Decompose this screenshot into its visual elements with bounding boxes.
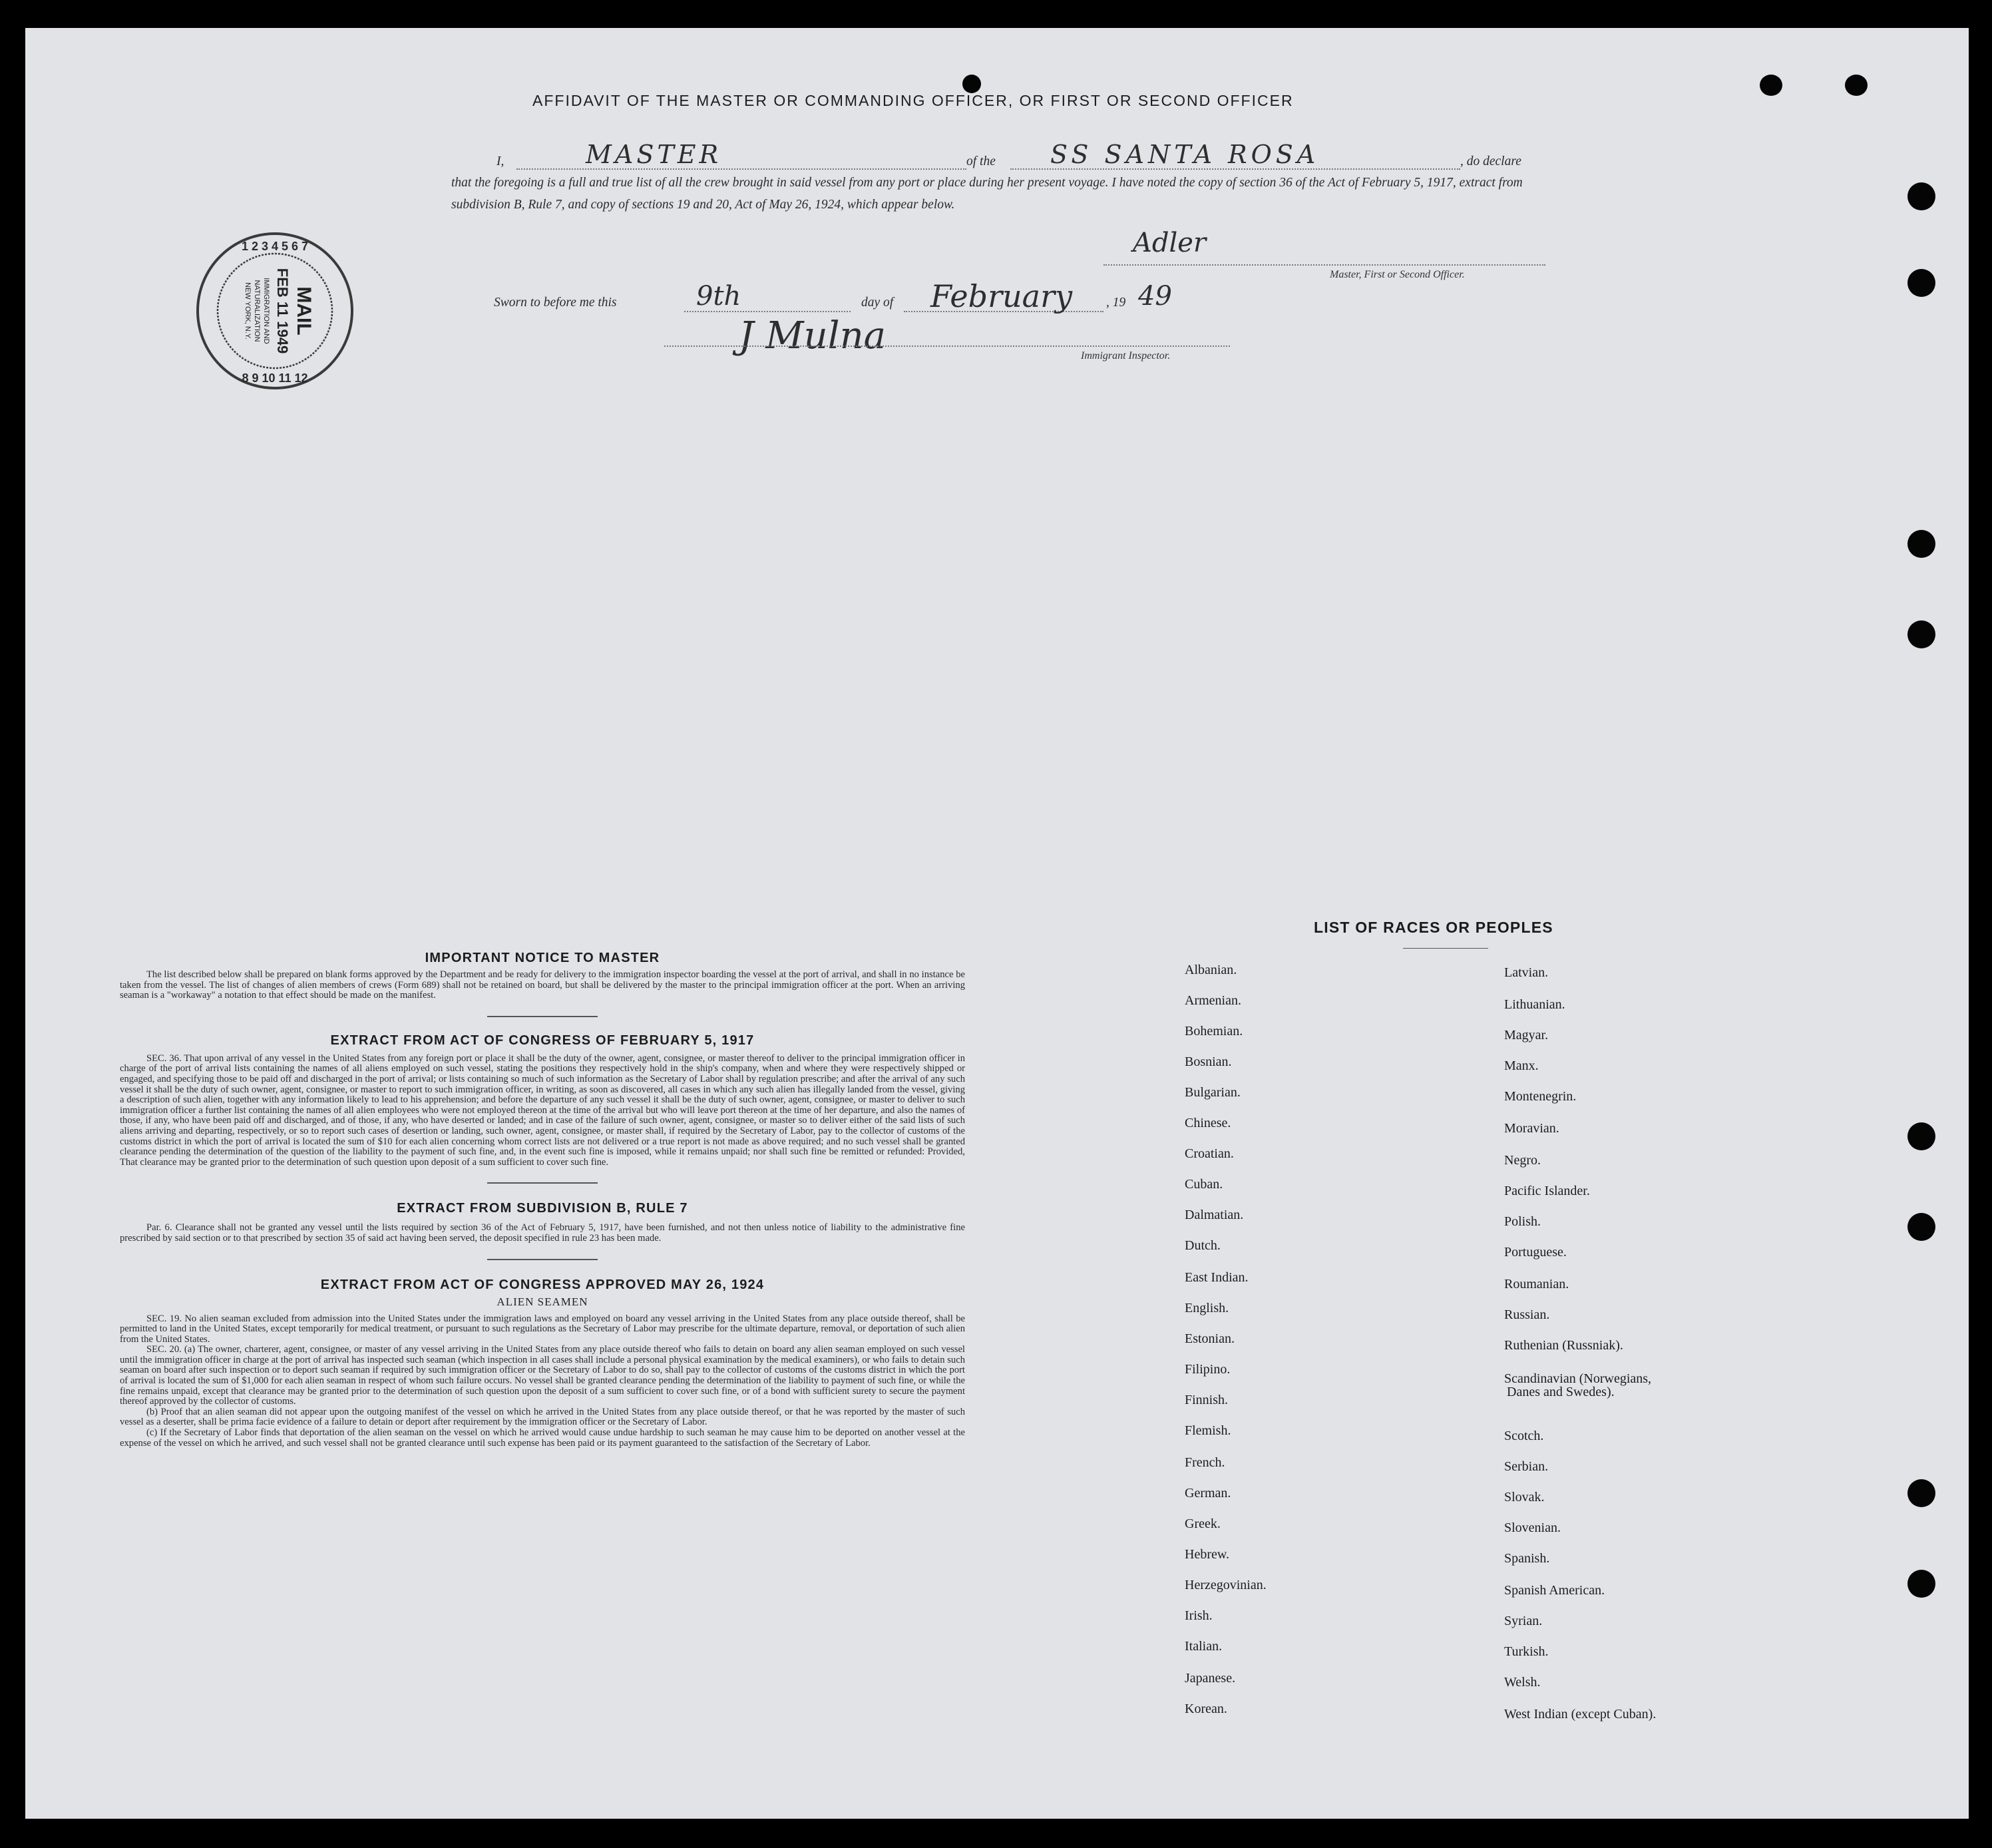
race-item: East Indian. [1185, 1270, 1249, 1285]
race-item: Polish. [1504, 1214, 1541, 1229]
extract-1924-subheading: ALIEN SEAMEN [497, 1295, 588, 1308]
divider [487, 1016, 598, 1017]
races-heading: LIST OF RACES OR PEOPLES [1314, 919, 1553, 936]
master-name-handwritten: MASTER [586, 140, 722, 169]
year-printed: , 19 [1106, 296, 1126, 310]
svg-text:FEB 11 1949: FEB 11 1949 [274, 268, 291, 354]
section-20c-body: (c) If the Secretary of Labor finds that deportation of the alien seaman on the vessel on which he arrived would cause undue hardship to such seaman he may cause him to be deported on another vessel at the expense of the vessel on which he arrived, and such vessel shall not be granted clearance until such expense has been paid or its payment guaranteed to the satisfaction of the Secretary of Labor. [120, 1427, 965, 1449]
signature-line [1103, 264, 1545, 266]
day-of-label: day of [861, 296, 894, 310]
extract-1917-body: SEC. 36. That upon arrival of any vessel in the United States from any foreign port or place it shall be the duty of the owner, agent, consignee, or master thereof to deliver to the principal immigration officer in charge of the port of arrival lists containing the names of all aliens employed on such vessel, stating the positions they respectively hold in the ship's company, when and where they were respectively shipped or engaged, and specifying those to be paid off and discharged in the port of arrival; or lists containing so much of such information as the Secretary of Labor shall by regulation prescribe; and after the arrival of any such vessel it shall be the duty of such owner, agent, consignee, or master to report to such immigration officer, in writing, as soon as discovered, all cases in which any such alien has illegally landed from the vessel, giving a description of such alien, together with any information likely to lead to his apprehension; and before the departure of any such vessel it shall be the duty of such owner, agent, consignee, or master to deliver to such immigration officer a further list containing the names of all alien employees who were not employed thereon at the time of the arrival but who will leave port thereon at the time of her departure, and also the names of those, if any, who have been paid off and discharged, and of those, if any, who have deserted or landed; and in case of the failure of such owner, agent, consignee, or master so to deliver either of the said lists of such aliens arriving and departing, respectively, or so to report such cases of desertion or landing, such owner, agent, consignee, or master shall, if required by the Secretary of Labor, pay to the collector of customs of the customs district in which the port of arrival is located the sum of $10 for each alien concerning whom correct lists are not delivered or a true report is not made as above required; and no such vessel shall be granted clearance pending the determination of the question of the liability to the payment of such fine, and, in the event such fine is imposed, while it remains unpaid; nor shall such fine be remitted or refunded: Provided, That clearance may be granted prior to the determination of such question upon deposit of a sum sufficient to cover such fine. [120, 1052, 965, 1168]
punch-hole [1907, 620, 1935, 648]
race-item: Armenian. [1185, 993, 1241, 1008]
race-item: Hebrew. [1185, 1547, 1230, 1562]
race-item: Albanian. [1185, 963, 1237, 977]
race-item: English. [1185, 1301, 1229, 1315]
race-item: Estonian. [1185, 1331, 1235, 1346]
svg-text:8 9 10 11 12: 8 9 10 11 12 [242, 371, 308, 385]
inspector-caption: Immigrant Inspector. [1081, 350, 1171, 361]
race-item: Slovak. [1504, 1490, 1545, 1504]
race-item: Scandinavian (Norwegians, [1504, 1371, 1652, 1386]
sworn-prefix: Sworn to before me this [494, 296, 617, 310]
race-item: Slovenian. [1504, 1520, 1561, 1535]
race-item: Negro. [1504, 1153, 1541, 1168]
document-page [25, 28, 1969, 1819]
punch-hole [1907, 1570, 1935, 1598]
day-handwritten: 9th [696, 281, 741, 312]
race-item: Japanese. [1185, 1671, 1236, 1686]
race-item: Pacific Islander. [1504, 1184, 1590, 1198]
divider [487, 1259, 598, 1260]
inspector-signature: J Mulna [739, 314, 887, 357]
race-item: Korean. [1185, 1702, 1227, 1716]
race-item: Spanish American. [1504, 1583, 1605, 1598]
section-19-body: SEC. 19. No alien seaman excluded from admission into the United States under the immigration laws and employed on board any vessel arriving in the United States from any place outside thereof, shall be permitted to land in the United States, except temporarily for medical treatment, or pursuant to such regulations as the Secretary of Labor may prescribe for the ultimate departure, removal, or deportation of such alien from the United States. [120, 1313, 965, 1345]
race-item: Syrian. [1504, 1614, 1543, 1628]
race-item: Flemish. [1185, 1423, 1231, 1438]
svg-text:1 2 3 4 5 6 7: 1 2 3 4 5 6 7 [241, 240, 309, 253]
svg-text:NATURALIZATION: NATURALIZATION [253, 280, 261, 342]
race-item: Bosnian. [1185, 1054, 1232, 1069]
race-item: Spanish. [1504, 1551, 1550, 1566]
race-item: Croatian. [1185, 1146, 1234, 1161]
svg-text:IMMIGRATION AND: IMMIGRATION AND [262, 278, 270, 344]
punch-hole [1907, 530, 1935, 558]
race-item: Welsh. [1504, 1675, 1541, 1690]
year-handwritten: 49 [1138, 281, 1172, 312]
extract-rule7-body: Par. 6. Clearance shall not be granted any vessel until the lists required by section 36 of the Act of February 5, 1917, have been furnished, and not then unless notice of liability to the administrative fine prescribed by said section or to that prescribed by section 35 of said act having been served, the deposit specified in rule 23 has been made. [120, 1222, 965, 1244]
extract-1924-heading: EXTRACT FROM ACT OF CONGRESS APPROVED MAY 26, 1924 [320, 1277, 765, 1292]
notice-heading: IMPORTANT NOTICE TO MASTER [425, 951, 660, 965]
race-item: Magyar. [1504, 1028, 1549, 1042]
race-item: Ruthenian (Russniak). [1504, 1338, 1623, 1353]
race-item: French. [1185, 1455, 1225, 1470]
race-item: Russian. [1504, 1307, 1550, 1322]
race-item: Bohemian. [1185, 1024, 1243, 1039]
vessel-name-handwritten: SS SANTA ROSA [1050, 140, 1320, 169]
declaration-prefix: I, [497, 154, 504, 168]
inspector-line [664, 345, 1230, 347]
race-item: Moravian. [1504, 1121, 1559, 1136]
extract-rule7-heading: EXTRACT FROM SUBDIVISION B, RULE 7 [397, 1201, 688, 1216]
declaration-body: that the foregoing is a full and true list of all the crew brought in said vessel from any port or place during her present voyage. I have noted the copy of section 36 of the Act of February 5, 1917, extract from subdivision B, Rule 7, and copy of sections 19 and 20, Act of May 26, 1924, which appear below. [451, 176, 1523, 212]
race-item: Manx. [1504, 1058, 1539, 1073]
punch-hole [1907, 1213, 1935, 1241]
punch-hole [962, 75, 981, 93]
race-item: Herzegovinian. [1185, 1578, 1267, 1592]
svg-text:MAIL: MAIL [293, 286, 315, 336]
month-handwritten: February [930, 278, 1073, 314]
race-item: Scotch. [1504, 1429, 1544, 1443]
punch-hole [1907, 1479, 1935, 1507]
notice-section [120, 951, 965, 1449]
stamp-seal-icon [192, 228, 358, 394]
race-item: Irish. [1185, 1608, 1213, 1623]
race-item: West Indian (except Cuban). [1504, 1707, 1657, 1722]
punch-hole [1845, 75, 1868, 96]
extract-1917-heading: EXTRACT FROM ACT OF CONGRESS OF FEBRUARY 5, 1917 [330, 1033, 755, 1048]
race-item: Dutch. [1185, 1238, 1221, 1253]
race-item: Cuban. [1185, 1177, 1223, 1192]
page-title: AFFIDAVIT OF THE MASTER OR COMMANDING OFFICER, OR FIRST OR SECOND OFFICER [532, 92, 1294, 109]
punch-hole [1760, 75, 1782, 96]
divider [487, 1182, 598, 1184]
of-the-label: of the [966, 154, 996, 168]
race-item: German. [1185, 1486, 1231, 1501]
race-item: Italian. [1185, 1639, 1223, 1654]
race-item: Filipino. [1185, 1362, 1231, 1377]
race-item: Latvian. [1504, 965, 1549, 980]
race-item: Greek. [1185, 1516, 1221, 1531]
mail-stamp [192, 228, 358, 394]
race-item: Danes and Swedes). [1507, 1385, 1615, 1399]
race-item: Turkish. [1504, 1644, 1549, 1659]
signature-caption: Master, First or Second Officer. [1330, 269, 1465, 280]
master-signature: Adler [1133, 228, 1207, 258]
race-item: Serbian. [1504, 1459, 1549, 1474]
section-20a-body: SEC. 20. (a) The owner, charterer, agent, consignee, or master of any vessel arriving in the United States from any place outside thereof who fails to detain on board any alien seaman employed on such vessel until the immigration officer in charge at the port of arrival has inspected such seaman (which inspection in all cases shall include a personal physical examination by the medical examiners), or who fails to detain such seaman on board after such inspection or to deport such seaman if required by such immigration officer or the Secretary of Labor to do so, shall pay to the collector of customs of the customs district in which the port of arrival is located the sum of $1,000 for each alien seaman in respect of whom such failure occurs. No vessel shall be granted clearance pending the determination of the liability to payment of such fine, or while the fine remains unpaid, except that clearance may be granted prior to the determination of such question upon the deposit of a sum sufficient to cover such fine, or of a bond with sufficient surety to secure the payment thereof approved by the collector of customs. [120, 1344, 965, 1407]
race-item: Dalmatian. [1185, 1208, 1244, 1222]
punch-hole [1907, 182, 1935, 210]
race-item: Lithuanian. [1504, 997, 1565, 1012]
races-divider [1403, 948, 1488, 949]
declare-suffix: , do declare [1460, 154, 1521, 168]
section-20b-body: (b) Proof that an alien seaman did not appear upon the outgoing manifest of the vessel on which he arrived in the United States from any place outside thereof, or that he was reported by the master of such vessel as a deserter, shall be prima facie evidence of a failure to detain or deport after requirement by the immigration officer or the Secretary of Labor. [120, 1406, 965, 1428]
master-name-field [516, 168, 966, 170]
svg-text:NEW YORK, N.Y.: NEW YORK, N.Y. [244, 282, 252, 340]
race-item: Roumanian. [1504, 1277, 1569, 1291]
notice-body: The list described below shall be prepared on blank forms approved by the Department and be ready for delivery to the immigration inspector boarding the vessel at the port of arrival, and shall in no instance be taken from the vessel. The list of changes of alien members of crews (Form 689) shall not be retained on board, but shall be delivered by the master to the principal immigration officer at the port. When an arriving seaman is a "workaway" a notation to that effect should be made on the manifest. [120, 969, 965, 1001]
race-item: Bulgarian. [1185, 1085, 1241, 1100]
punch-hole [1907, 269, 1935, 297]
race-item: Montenegrin. [1504, 1089, 1577, 1104]
race-item: Portuguese. [1504, 1245, 1567, 1260]
race-item: Chinese. [1185, 1116, 1231, 1130]
punch-hole [1907, 1122, 1935, 1150]
race-item: Finnish. [1185, 1393, 1229, 1407]
